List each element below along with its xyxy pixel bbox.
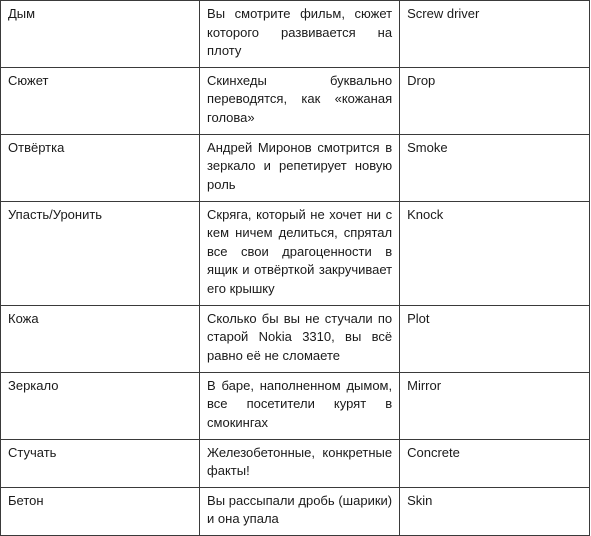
mnemonic-description-cell: Железобетонные, конкретные факты! bbox=[200, 439, 400, 487]
russian-word-cell: Зеркало bbox=[1, 372, 200, 439]
english-word-cell: Screw driver bbox=[400, 1, 590, 68]
mnemonic-description-cell: Вы смотрите фильм, сюжет которого развивается на плоту bbox=[200, 1, 400, 68]
english-word-cell: Smoke bbox=[400, 134, 590, 201]
mnemonic-description-cell: Скряга, который не хочет ни с кем ничем делиться, спрятал все свои драгоценности в ящик и отвёрткой закручивает его крышку bbox=[200, 201, 400, 305]
mnemonic-description-cell: Вы рассыпали дробь (шарики) и она упала bbox=[200, 487, 400, 535]
table-row bbox=[1, 372, 590, 439]
table-row bbox=[1, 487, 590, 535]
russian-word-cell: Сюжет bbox=[1, 67, 200, 134]
russian-word-cell: Кожа bbox=[1, 305, 200, 372]
english-word-cell: Plot bbox=[400, 305, 590, 372]
english-word-cell: Skin bbox=[400, 487, 590, 535]
russian-word-cell: Отвёртка bbox=[1, 134, 200, 201]
russian-word-cell: Упасть/Уронить bbox=[1, 201, 200, 305]
mnemonic-description-cell: В баре, наполненном дымом, все посетители курят в смокингах bbox=[200, 372, 400, 439]
table-row bbox=[1, 439, 590, 487]
table-row bbox=[1, 67, 590, 134]
mnemonic-description-cell: Скинхеды буквально переводятся, как «кожаная голова» bbox=[200, 67, 400, 134]
russian-word-cell: Бетон bbox=[1, 487, 200, 535]
table-row bbox=[1, 201, 590, 305]
table-row bbox=[1, 134, 590, 201]
mnemonic-description-cell: Андрей Миронов смотрится в зеркало и репетирует новую роль bbox=[200, 134, 400, 201]
english-word-cell: Knock bbox=[400, 201, 590, 305]
english-word-cell: Concrete bbox=[400, 439, 590, 487]
table-row bbox=[1, 1, 590, 68]
english-word-cell: Mirror bbox=[400, 372, 590, 439]
russian-word-cell: Стучать bbox=[1, 439, 200, 487]
table-row bbox=[1, 305, 590, 372]
russian-word-cell: Дым bbox=[1, 1, 200, 68]
english-word-cell: Drop bbox=[400, 67, 590, 134]
mnemonic-description-cell: Сколько бы вы не стучали по старой Nokia 3310, вы всё равно её не сломаете bbox=[200, 305, 400, 372]
